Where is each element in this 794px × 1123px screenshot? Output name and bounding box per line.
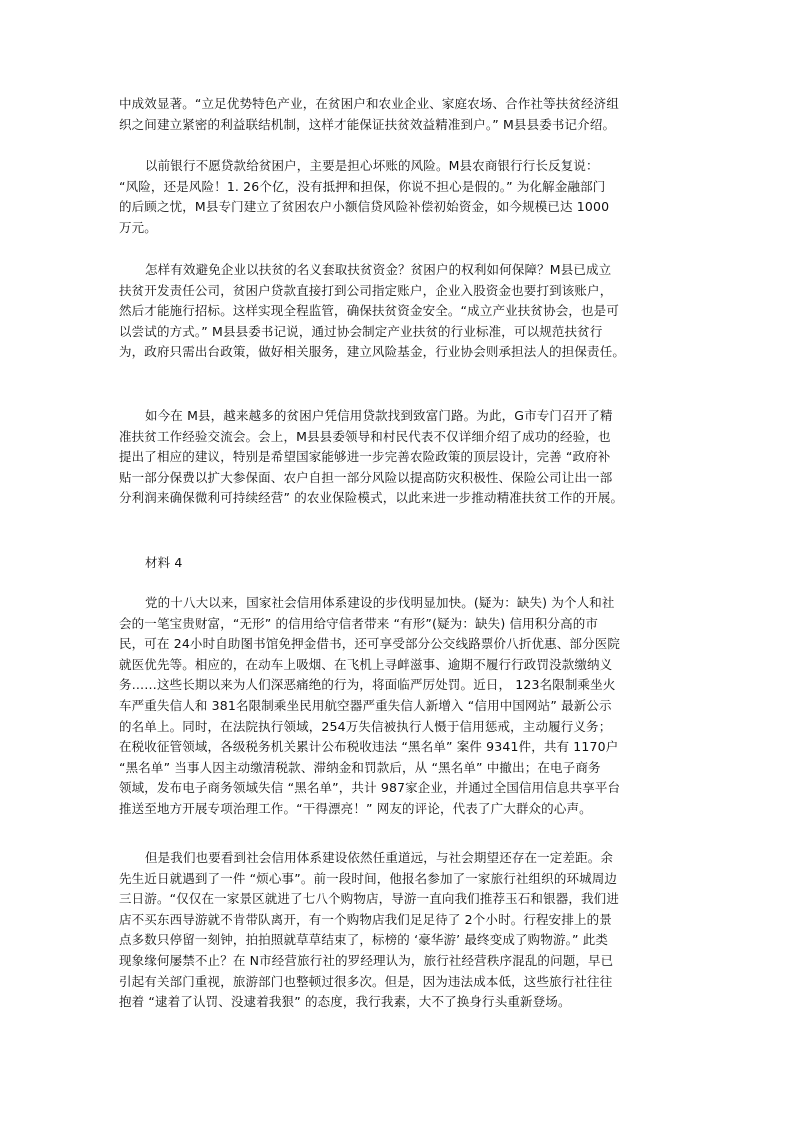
text-line: 车严重失信人和 381名限制乘坐民用航空器严重失信人新增入 “信用中国网站” 最新公示 [119, 697, 612, 713]
text-line: 引起有关部门重视，旅游部门也整顿过很多次。但是，因为违法成本低，这些旅行社往往 [119, 973, 613, 989]
paragraph-poverty-benefits [119, 94, 675, 135]
text-line: “风险，还是风险！1. 26个亿，没有抵押和担保，你说不担心是假的。” 为化解金融部门 [119, 178, 606, 194]
paragraph-social-credit [119, 593, 675, 820]
section-heading-material-4 [119, 553, 675, 574]
text-line: 先生近日就遇到了一件 “烦心事”。前一段时间，他报名参加了一家旅行社组织的环城周边 [119, 870, 618, 886]
text-line: 店不买东西导游就不肯带队离开，有一个购物店我们足足待了 2个小时。行程安排上的景 [119, 911, 612, 927]
text-line: 以前银行不愿贷款给贫困户，主要是担心坏账的风险。M县农商银行行长反复说： [145, 158, 599, 173]
text-line: 三日游。“仅仅在一家景区就进了七八个购物店，导游一直向我们推荐玉石和银器，我们进 [119, 891, 619, 907]
paragraph-travel-agency [119, 848, 675, 1013]
text-line: 现象缘何屡禁不止？在 N市经营旅行社的罗经理认为，旅行社经营秩序混乱的问题，早已 [119, 952, 614, 968]
text-line: 的后顾之忧，M县专门建立了贫困农户小额信贷风险补偿初始资金，如今规模已达 1000 [119, 199, 610, 215]
text-line: 织之间建立紧密的利益联结机制，这样才能保证扶贫效益精准到户。” M县县委书记介绍。 [119, 116, 616, 132]
text-line: 如今在 M县，越来越多的贫困户凭信用贷款找到致富门路。为此，G市专门召开了精 [145, 408, 613, 423]
text-line: 的名单上。同时，在法院执行领域，254万失信被执行人慑于信用惩戒，主动履行义务； [119, 718, 612, 734]
text-line: 贴一部分保费以扩大参保面、农户自担一部分风险以提高防灾积极性、保险公司让出一部 [119, 469, 613, 485]
text-line: 分利润来确保微利可持续经营” 的农业保险模式，以此来进一步推动精准扶贫工作的开展。 [119, 490, 624, 506]
text-line: 中成效显著。“立足优势特色产业，在贫困户和农业企业、家庭农场、合作社等扶贫经济组 [119, 96, 619, 111]
text-line: 万元。 [119, 219, 157, 235]
text-line: 党的十八大以来，国家社会信用体系建设的步伐明显加快。(疑为：缺失) 为个人和社 [145, 595, 615, 610]
text-line: “黑名单” 当事人因主动缴清税款、滞纳金和罚款后，从 “黑名单” 中撤出；在电子商务 [119, 759, 601, 775]
text-line: 怎样有效避免企业以扶贫的名义套取扶贫资金？贫困户的权利如何保障？M县已成立 [145, 262, 612, 277]
text-line: 在税收征管领域，各级税务机关累计公布税收违法 “黑名单” 案件 9341件，共有 1170户 [119, 739, 619, 755]
paragraph-fund-supervision [119, 260, 675, 363]
text-line: 推送至地方开展专项治理工作。“干得漂亮！” 网友的评论，代表了广大群众的心声。 [119, 800, 592, 816]
text-line: 会的一笔宝贵财富，“无形” 的信用给守信者带来 “有形”(疑为：缺失) 信用积分高的市 [119, 615, 599, 631]
text-line: 就医优先等。相应的，在动车上吸烟、在飞机上寻衅滋事、逾期不履行行政罚没款缴纳义 [119, 656, 613, 672]
text-line: 民，可在 24小时自助图书馆免押金借书，还可享受部分公交线路票价八折优惠、部分医院 [119, 636, 621, 652]
text-line: 抱着 “逮着了认罚、没逮着我狠” 的态度，我行我素，大不了换身行头重新登场。 [119, 994, 571, 1010]
text-line: 准扶贫工作经验交流会。会上，M县县委领导和村民代表不仅详细介绍了成功的经验，也 [119, 428, 611, 444]
text-line: 点多数只停留一刻钟，拍拍照就草草结束了，标榜的 ‘豪华游’ 最终变成了购物游。” 此类 [119, 932, 609, 948]
text-line: 扶贫开发责任公司，贫困户贷款直接打到公司指定账户，企业入股资金也要打到该账户， [119, 282, 613, 298]
text-line: 务……这些长期以来为人们深恶痛绝的行为，将面临严厉处罚。近日， 123名限制乘坐火 [119, 677, 616, 693]
text-line: 为，政府只需出台政策，做好相关服务，建立风险基金，行业协会则承担法人的担保责任。 [119, 344, 626, 360]
text-line: 以尝试的方式。” M县县委书记说，通过协会制定产业扶贫的行业标准，可以规范扶贫行 [119, 323, 603, 339]
text-line: 领域，发布电子商务领域失信 “黑名单”，共计 987家企业，并通过全国信用信息共享平台 [119, 780, 621, 796]
paragraph-experience-exchange [119, 406, 675, 509]
text-line: 然后才能施行招标。这样实现全程监管，确保扶贫资金安全。“成立产业扶贫协会，也是可 [119, 303, 619, 319]
paragraph-bank-loans [119, 156, 675, 238]
section-heading: 材料 4 [145, 555, 183, 570]
text-line: 提出了相应的建议，特别是希望国家能够进一步完善农险政策的顶层设计，完善 “政府补 [119, 449, 611, 465]
text-line: 但是我们也要看到社会信用体系建设依然任重道远，与社会期望还存在一定差距。余 [145, 850, 614, 865]
